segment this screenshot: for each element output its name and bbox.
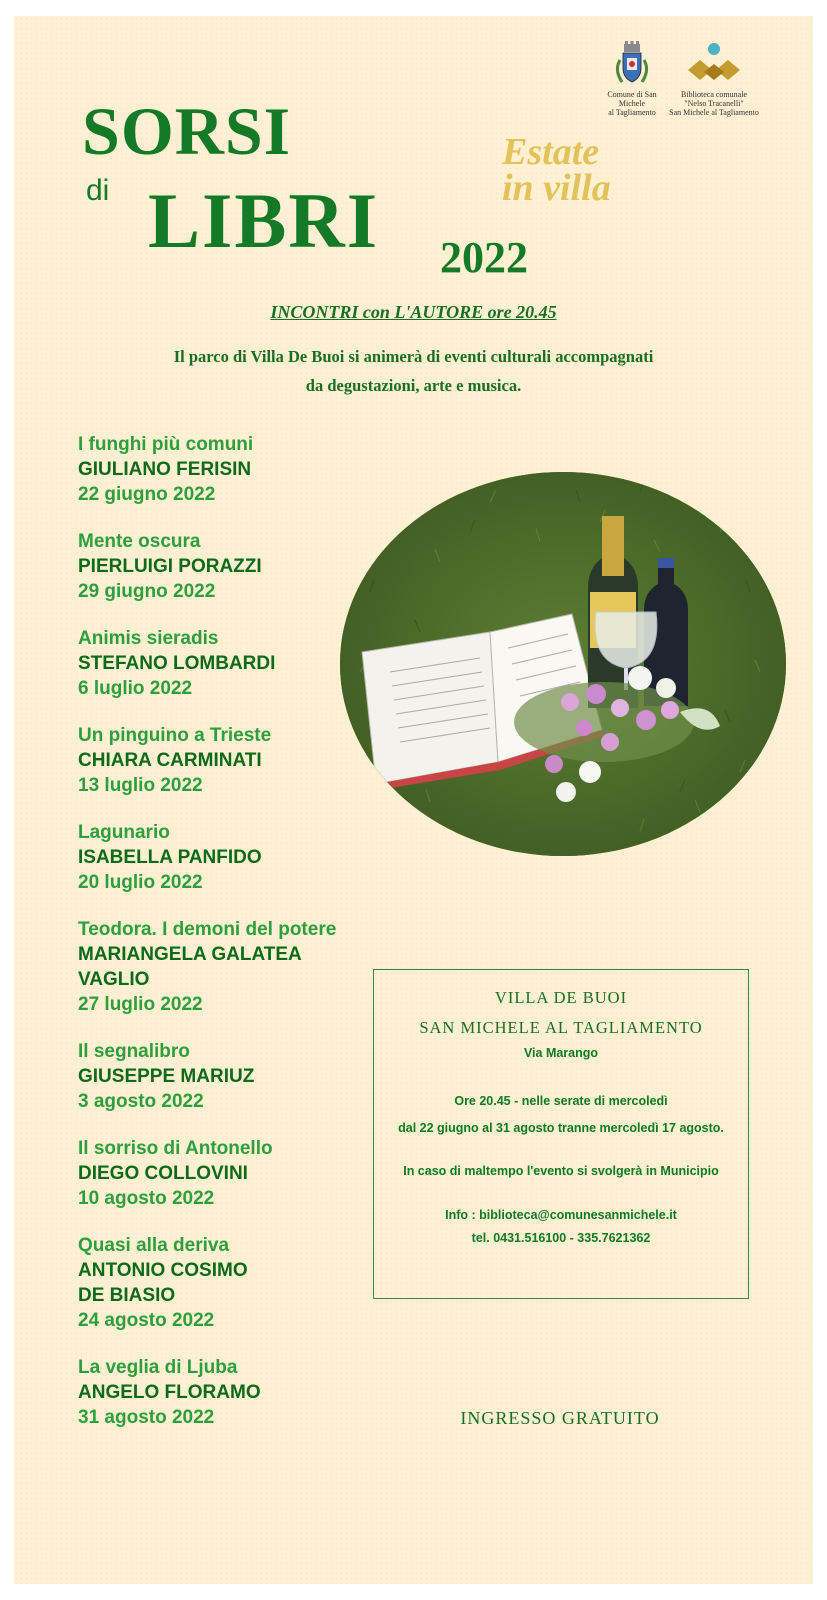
schedule-time: Ore 20.45 - nelle serate di mercoledì (454, 1094, 668, 1108)
event-book-title: I funghi più comuni (78, 434, 254, 455)
title-di: di (86, 174, 110, 207)
event-book-title: Un pinguino a Trieste (78, 725, 272, 746)
event-author: ISABELLA PANFIDO (78, 847, 262, 868)
title-year: 2022 (440, 233, 528, 282)
intro-line: Il parco di Villa De Buoi si animerà di eventi culturali accompagnati (173, 347, 654, 366)
event-date: 20 luglio 2022 (78, 872, 203, 893)
event-date: 10 agosto 2022 (78, 1188, 215, 1209)
event-book-title: Teodora. I demoni del potere (78, 919, 337, 940)
event-author: GIUSEPPE MARIUZ (78, 1066, 255, 1087)
event-author: DIEGO COLLOVINI (78, 1163, 248, 1184)
event-item (78, 1355, 398, 1430)
event-book-title: La veglia di Ljuba (78, 1357, 238, 1378)
comune-caption-line: al Tagliamento (608, 108, 656, 117)
event-author: DE BIASIO (78, 1285, 176, 1306)
estate-word: Estate (502, 131, 600, 173)
book-and-wine-illustration (340, 472, 786, 856)
event-item (78, 1136, 398, 1211)
venue-name: VILLA DE BUOI (494, 988, 628, 1007)
event-author: PIERLUIGI PORAZZI (78, 556, 262, 577)
event-book-title: Il sorriso di Antonello (78, 1138, 273, 1159)
event-author: ANGELO FLORAMO (78, 1382, 261, 1403)
biblioteca-caption-line: Biblioteca comunale (681, 90, 747, 99)
event-date: 29 giugno 2022 (78, 581, 216, 602)
event-book-title: Lagunario (78, 822, 170, 843)
incontri-heading: INCONTRI con L'AUTORE ore 20.45 (270, 302, 557, 322)
event-book-title: Animis sieradis (78, 628, 219, 649)
event-book-title: Quasi alla deriva (78, 1235, 230, 1256)
comune-caption-line: Comune di San (607, 90, 657, 99)
venue-town: SAN MICHELE AL TAGLIAMENTO (419, 1018, 703, 1037)
title-sorsi: SORSI (82, 93, 292, 169)
events-list (78, 432, 398, 1452)
event-date: 22 giugno 2022 (78, 484, 216, 505)
event-item (78, 1233, 398, 1333)
event-date: 31 agosto 2022 (78, 1407, 215, 1428)
info-phone: tel. 0431.516100 - 335.7621362 (471, 1231, 651, 1245)
event-date: 3 agosto 2022 (78, 1091, 204, 1112)
event-author: ANTONIO COSIMO (78, 1260, 248, 1281)
event-item (78, 529, 398, 604)
in-villa-word: in villa (502, 167, 611, 209)
coat-of-arms-icon (612, 40, 652, 88)
biblioteca-logo-block (662, 40, 766, 117)
estate-in-villa (502, 131, 611, 209)
event-author: GIULIANO FERISIN (78, 459, 252, 480)
event-author: VAGLIO (78, 969, 150, 990)
event-date: 24 agosto 2022 (78, 1310, 215, 1331)
poster (14, 16, 813, 1584)
title-libri: LIBRI (148, 177, 380, 264)
comune-caption-line: Michele (618, 99, 646, 108)
event-item (78, 820, 398, 895)
event-author: MARIANGELA GALATEA (78, 944, 302, 965)
event-author: CHIARA CARMINATI (78, 750, 262, 771)
intro-text (14, 342, 813, 400)
event-item (78, 723, 398, 798)
event-date: 27 luglio 2022 (78, 994, 203, 1015)
event-date: 13 luglio 2022 (78, 775, 203, 796)
event-book-title: Mente oscura (78, 531, 201, 552)
venue-info-box (373, 969, 749, 1299)
event-date: 6 luglio 2022 (78, 678, 193, 699)
free-entry-note: INGRESSO GRATUITO (460, 1408, 660, 1428)
open-books-icon (684, 40, 744, 88)
event-book-title: Il segnalibro (78, 1041, 190, 1062)
event-author: STEFANO LOMBARDI (78, 653, 276, 674)
intro-line: da degustazioni, arte e musica. (305, 376, 522, 395)
biblioteca-logo-caption (662, 90, 766, 117)
event-item (78, 1039, 398, 1114)
event-item (78, 917, 398, 1017)
event-item (78, 432, 398, 507)
info-email: Info : biblioteca@comunesanmichele.it (445, 1208, 677, 1222)
venue-street: Via Marango (523, 1046, 599, 1060)
biblioteca-caption-line: San Michele al Tagliamento (669, 108, 759, 117)
bad-weather-note: In caso di maltempo l'evento si svolgerà in Municipio (403, 1164, 719, 1178)
schedule-period: dal 22 giugno al 31 agosto tranne mercoledì 17 agosto. (398, 1121, 724, 1135)
event-photo (340, 472, 786, 856)
biblioteca-caption-line: "Nelso Tracanelli" (684, 99, 744, 108)
